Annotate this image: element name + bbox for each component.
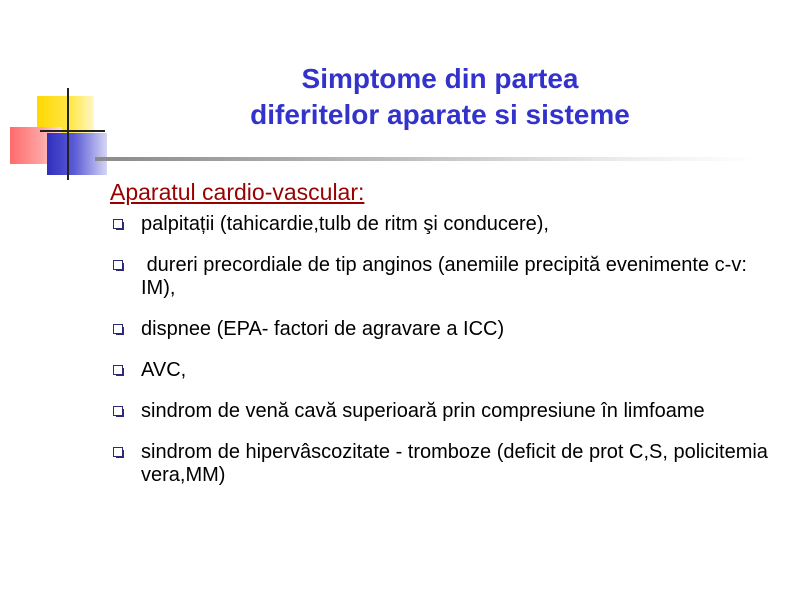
bullet-item bbox=[110, 400, 780, 423]
horizontal-line-decoration bbox=[40, 130, 105, 132]
bullet-text: dispnee (EPA- factori de agravare a ICC) bbox=[141, 318, 505, 340]
section-heading: Aparatul cardio-vascular: bbox=[110, 179, 365, 205]
square-bullet-icon bbox=[113, 219, 123, 229]
slide-title bbox=[200, 61, 680, 133]
bullet-text: sindrom de hipervâscozitate - tromboze (deficit de prot C,S, policitemia vera,MM) bbox=[141, 441, 774, 486]
slide-title-line-1: Simptome din partea bbox=[301, 63, 579, 94]
square-bullet-icon bbox=[113, 406, 123, 416]
blue-square-decoration bbox=[47, 133, 107, 175]
square-bullet-icon bbox=[113, 324, 123, 334]
vertical-line-decoration bbox=[67, 88, 69, 180]
slide-title-line-2: diferitelor aparate si sisteme bbox=[250, 99, 630, 130]
bullet-item bbox=[110, 441, 780, 487]
bullet-text: dureri precordiale de tip anginos (anemiile precipită evenimente c-v: IM), bbox=[141, 254, 753, 299]
bullet-text: palpitații (tahicardie,tulb de ritm şi conducere), bbox=[141, 213, 549, 235]
square-bullet-icon bbox=[113, 447, 123, 457]
bullet-item bbox=[110, 318, 780, 341]
title-divider bbox=[95, 157, 755, 161]
bullet-item bbox=[110, 359, 780, 382]
bullet-text: AVC, bbox=[141, 359, 187, 381]
square-bullet-icon bbox=[113, 260, 123, 270]
bullet-item bbox=[110, 254, 780, 300]
bullet-item bbox=[110, 213, 780, 236]
bullet-list bbox=[110, 213, 780, 505]
square-bullet-icon bbox=[113, 365, 123, 375]
bullet-text: sindrom de venă cavă superioară prin compresiune în limfoame bbox=[141, 400, 705, 422]
